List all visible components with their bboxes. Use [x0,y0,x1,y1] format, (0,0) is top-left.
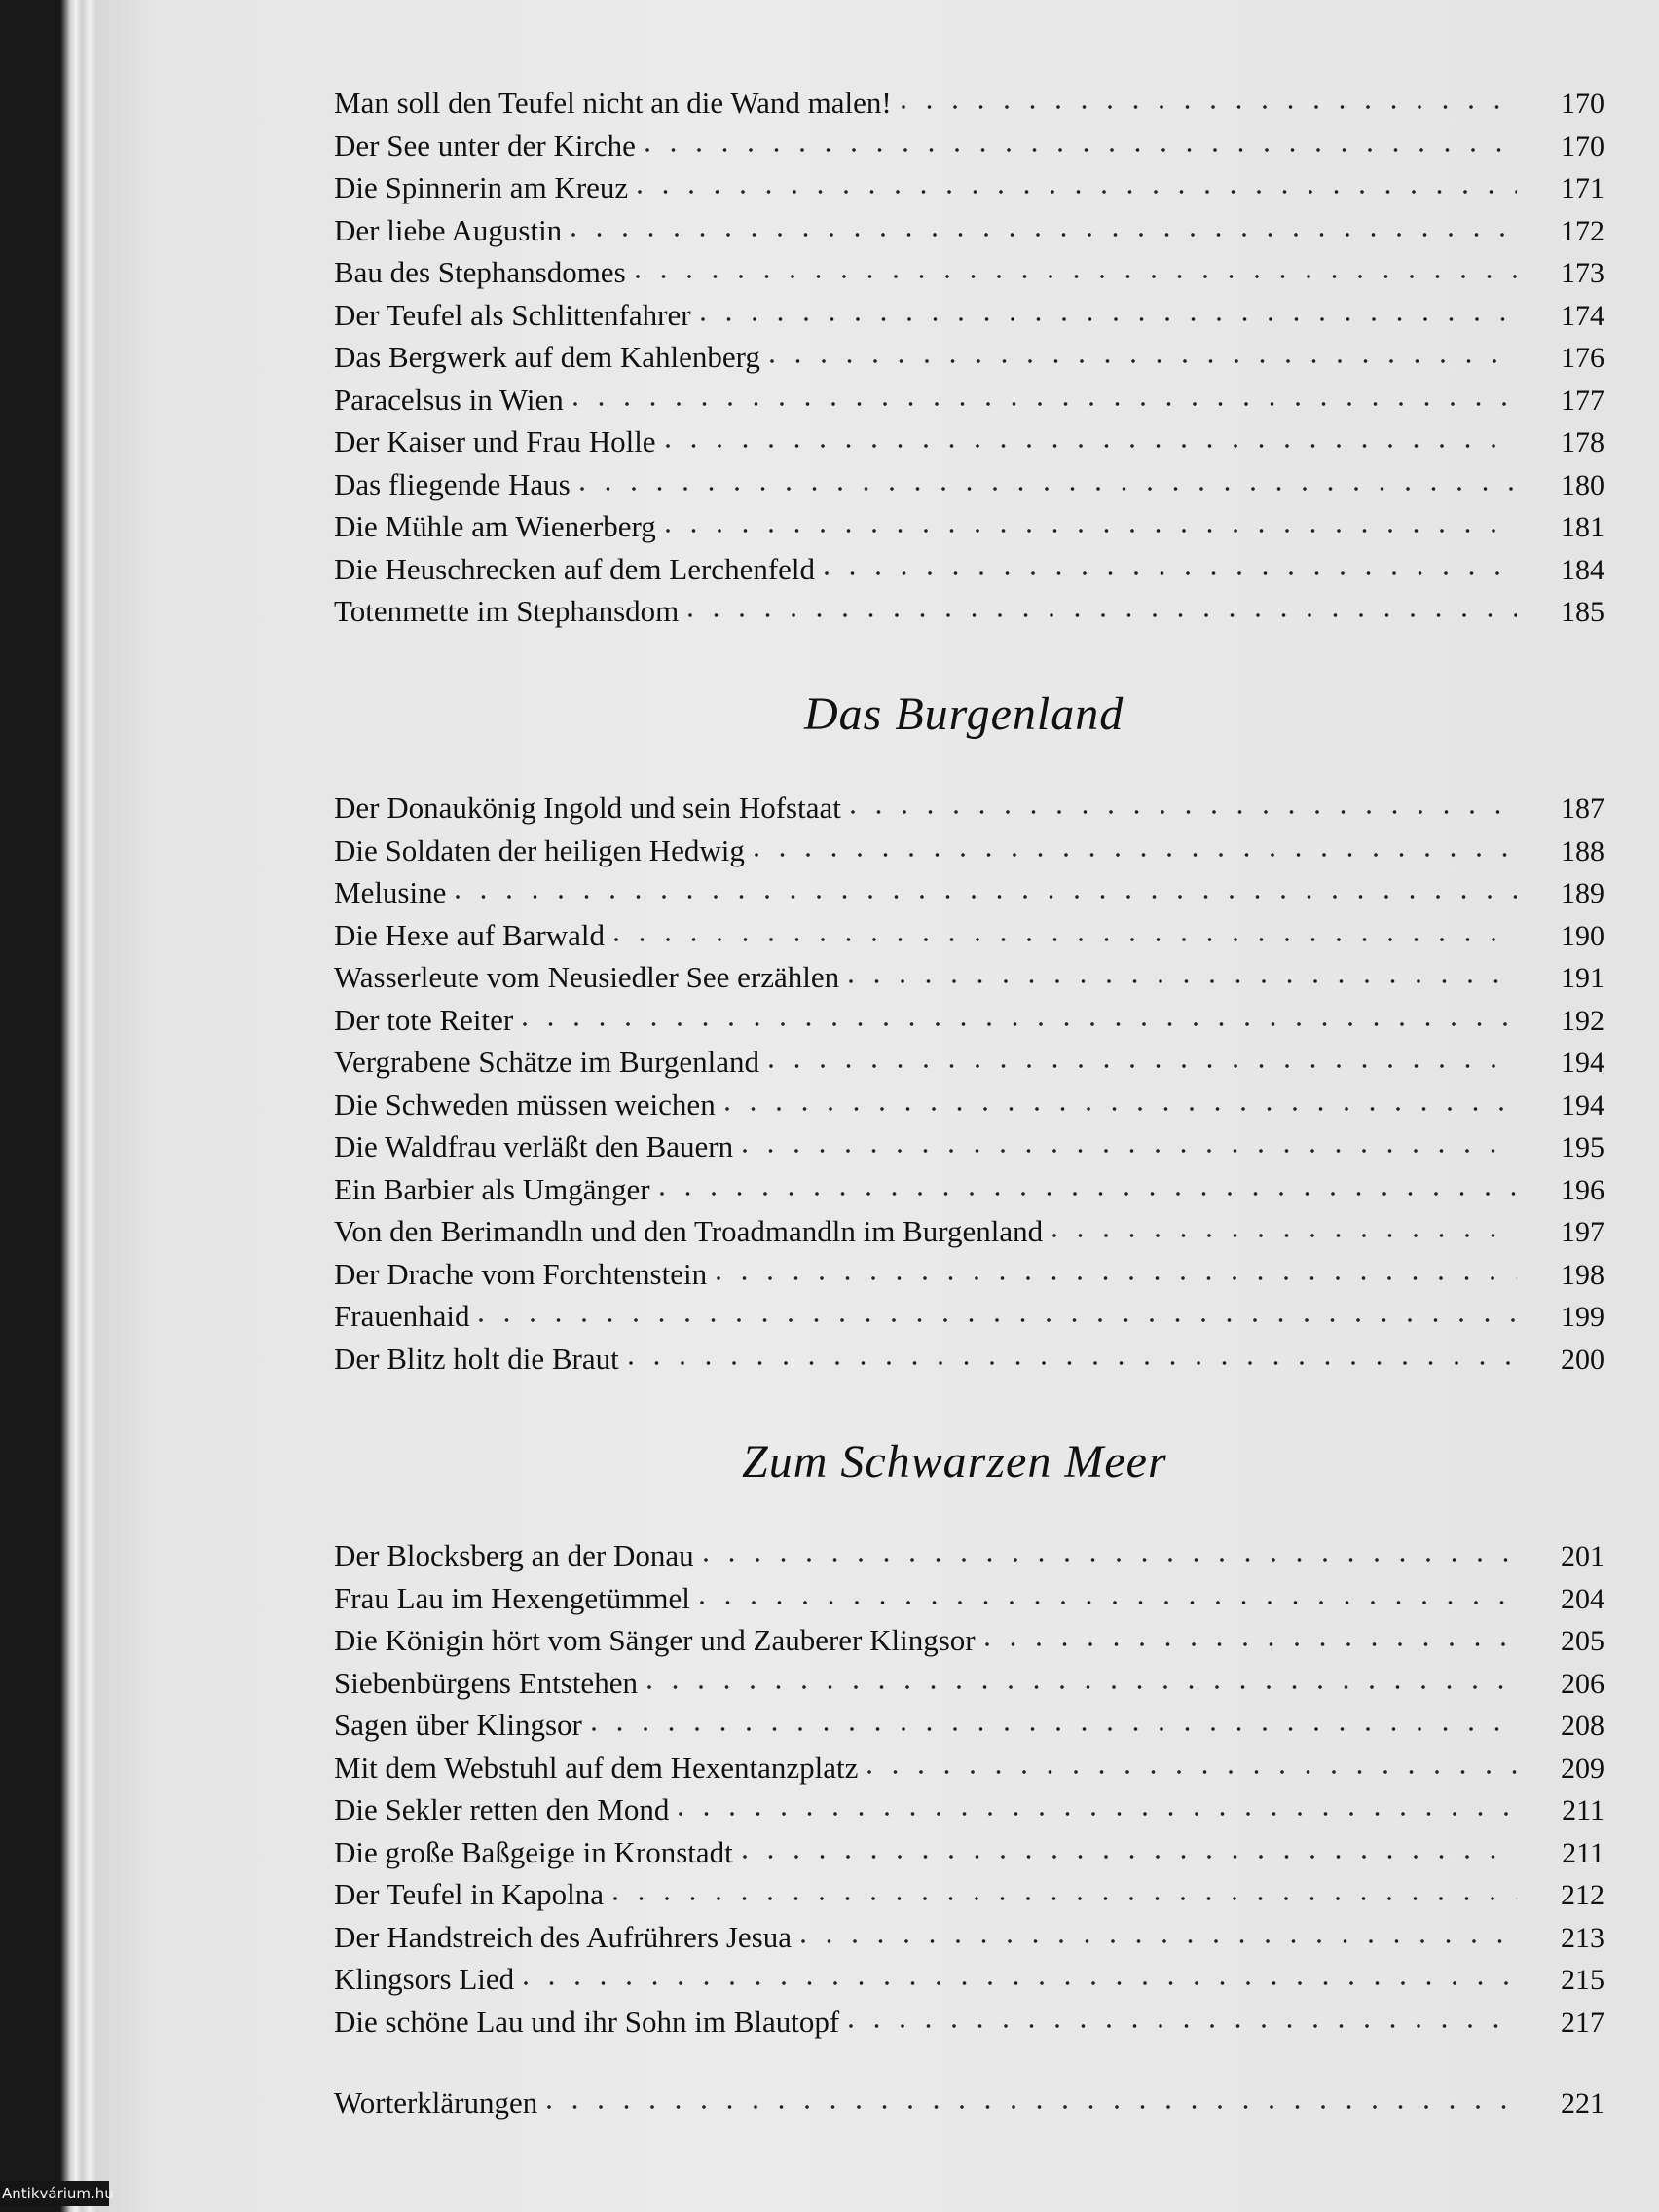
entry-title: Der See unter der Kirche [334,128,636,163]
dot-leader [985,1642,1517,1646]
dot-leader [902,105,1517,109]
entry-page: 198 [1561,1258,1604,1291]
entry-page: 187 [1561,793,1604,825]
entry-title: Klingsors Lied [334,1962,515,1996]
entry-title: Frauenhaid [334,1299,470,1333]
dot-leader [580,487,1517,491]
toc-entry [334,1342,1604,1384]
entry-page: 194 [1561,1047,1604,1079]
dot-leader [679,1812,1517,1816]
section-heading-black-sea: Zum Schwarzen Meer [742,1436,1167,1488]
dot-leader [700,1601,1517,1604]
toc-entry [334,1257,1604,1300]
toc-entry [334,467,1604,510]
dot-leader [666,444,1517,448]
toc-entry [334,1835,1604,1878]
entry-page: 206 [1561,1667,1604,1700]
entry-title: Das Bergwerk auf dem Kahlenberg [334,340,760,374]
entry-title: Die schöne Lau und ihr Sohn im Blautopf [334,2004,840,2039]
toc-entry [334,791,1604,833]
toc-entry [334,1581,1604,1624]
dot-leader [770,359,1517,363]
entry-title: Siebenbürgens Entstehen [334,1665,638,1700]
toc-entry [334,1129,1604,1172]
toc-entry [334,1538,1604,1581]
dot-leader [849,979,1517,983]
toc-entry [334,552,1604,595]
dot-leader [867,1770,1517,1774]
dot-leader [629,1361,1517,1365]
entry-title: Von den Berimandln und den Troadmandln im Burgenland [334,1214,1044,1248]
entry-title: Worterklärungen [334,2085,538,2120]
entry-title: Die Waldfrau verläßt den Bauern [334,1129,734,1163]
toc-section-burgenland [334,791,1604,1383]
dot-leader [638,190,1517,194]
toc-entry [334,1003,1604,1046]
toc-entry [334,129,1604,171]
dot-leader [704,1558,1517,1562]
entry-title: Der Blocksberg an der Donau [334,1538,694,1572]
toc-entry [334,1877,1604,1920]
dot-leader [613,1897,1517,1900]
entry-page: 172 [1561,214,1604,247]
dot-leader [849,2024,1517,2028]
entry-title: Totenmette im Stephansdom [334,594,680,628]
entry-title: Paracelsus in Wien [334,382,564,417]
entry-title: Der Kaiser und Frau Holle [334,424,656,459]
toc-entry [334,1623,1604,1666]
toc-entry [334,1045,1604,1088]
entry-title: Frau Lau im Hexengetümmel [334,1580,690,1615]
dot-leader [645,148,1517,152]
book-page-edges [0,0,97,2212]
entry-page: 204 [1561,1582,1604,1615]
toc-entry [334,86,1604,129]
toc-section-black-sea [334,1538,1604,2046]
dot-leader [523,1022,1517,1026]
entry-page: 176 [1561,342,1604,374]
entry-page: 213 [1561,1921,1604,1954]
dot-leader [725,1107,1517,1111]
entry-page: 177 [1561,384,1604,417]
entry-page: 190 [1561,919,1604,952]
entry-page: 211 [1562,1794,1604,1826]
dot-leader [636,275,1517,278]
entry-title: Die Soldaten der heiligen Hedwig [334,832,745,867]
entry-page: 199 [1561,1301,1604,1333]
dot-leader [743,1855,1517,1859]
entry-page: 170 [1561,88,1604,120]
entry-page: 188 [1561,834,1604,867]
dot-leader [547,2105,1517,2109]
dot-leader [701,317,1517,321]
entry-title: Die Königin hört vom Sänger und Zauberer Klingsor [334,1623,976,1657]
toc-entry [334,2085,1604,2128]
entry-title: Die Mühle am Wienerberg [334,509,656,543]
entry-page: 171 [1561,172,1604,204]
entry-title: Die Schweden müssen weichen [334,1087,716,1122]
entry-title: Bau des Stephansdomes [334,255,626,289]
entry-title: Die Hexe auf Barwald [334,917,606,952]
entry-page: 196 [1561,1173,1604,1206]
toc-entry [334,1792,1604,1835]
entry-title: Melusine [334,875,447,909]
entry-title: Vergrabene Schätze im Burgenland [334,1045,760,1079]
entry-title: Der Teufel als Schlittenfahrer [334,297,691,332]
entry-page: 201 [1561,1540,1604,1572]
entry-page: 191 [1561,962,1604,994]
watermark: Antikvárium.hu [0,2181,109,2206]
toc-entry [334,2005,1604,2047]
entry-title: Der Drache vom Forchtenstein [334,1256,708,1291]
dot-leader [647,1685,1517,1689]
dot-leader [614,938,1517,941]
entry-page: 185 [1561,596,1604,628]
entry-page: 180 [1561,468,1604,501]
entry-page: 208 [1561,1710,1604,1742]
toc-section-glossary [334,2085,1604,2128]
entry-title: Der liebe Augustin [334,212,563,247]
toc-entry [334,918,1604,961]
dot-leader [573,402,1517,406]
entry-title: Der Donaukönig Ingold und sein Hofstaat [334,791,841,825]
entry-title: Sagen über Klingsor [334,1708,582,1742]
entry-page: 184 [1561,553,1604,586]
entry-page: 197 [1561,1216,1604,1248]
entry-page: 189 [1561,877,1604,909]
toc-entry [334,424,1604,467]
dot-leader [524,1981,1517,1985]
dot-leader [592,1727,1517,1731]
dot-leader [851,810,1517,814]
toc-entry [334,213,1604,256]
entry-page: 181 [1561,511,1604,543]
toc-entry [334,1299,1604,1342]
entry-page: 174 [1561,299,1604,332]
entry-title: Mit dem Webstuhl auf dem Hexentanzplatz [334,1750,859,1785]
dot-leader [755,853,1517,857]
dot-leader [571,233,1517,237]
entry-page: 195 [1561,1131,1604,1163]
dot-leader [717,1276,1517,1280]
toc-entry [334,509,1604,552]
dot-leader [456,895,1517,899]
entry-page: 178 [1561,426,1604,459]
toc-entry [334,1751,1604,1793]
entry-title: Die Heuschrecken auf dem Lerchenfeld [334,551,816,586]
entry-title: Der Teufel in Kapolna [334,1877,605,1911]
toc-entry [334,383,1604,425]
toc-entry [334,1214,1604,1257]
toc-entry [334,170,1604,213]
toc-entry [334,1920,1604,1963]
entry-page: 173 [1561,257,1604,289]
toc-entry [334,255,1604,298]
entry-page: 215 [1561,1964,1604,1996]
dot-leader [688,613,1517,617]
toc-entry [334,833,1604,876]
toc-entry [334,594,1604,637]
toc-entry [334,1708,1604,1751]
entry-page: 170 [1561,129,1604,163]
entry-title: Ein Barbier als Umgänger [334,1171,650,1206]
entry-title: Die große Baßgeige in Kronstadt [334,1834,733,1869]
section-heading-burgenland: Das Burgenland [804,688,1124,740]
entry-title: Der tote Reiter [334,1002,514,1037]
entry-page: 211 [1562,1836,1604,1869]
toc-entry [334,875,1604,918]
dot-leader [825,571,1517,575]
toc-entry [334,1088,1604,1130]
dot-leader [769,1064,1517,1068]
entry-title: Der Handstreich des Aufrührers Jesua [334,1919,793,1954]
toc-entry [334,340,1604,383]
toc-section-vienna [334,86,1604,637]
entry-title: Der Blitz holt die Braut [334,1341,619,1376]
dot-leader [666,529,1517,533]
toc-entry [334,1666,1604,1709]
entry-page: 194 [1561,1088,1604,1122]
toc-entry [334,298,1604,341]
entry-title: Das fliegende Haus [334,466,571,501]
entry-page: 217 [1561,2006,1604,2039]
entry-title: Man soll den Teufel nicht an die Wand malen! [334,86,892,120]
entry-page: 200 [1561,1343,1604,1376]
dot-leader [1052,1234,1517,1237]
toc-entry [334,1962,1604,2005]
toc-entry [334,1172,1604,1215]
dot-leader [479,1318,1517,1322]
entry-title: Die Spinnerin am Kreuz [334,170,629,204]
entry-page: 212 [1561,1879,1604,1911]
toc-entry [334,960,1604,1003]
entry-title: Die Sekler retten den Mond [334,1792,670,1826]
entry-page: 209 [1561,1751,1604,1785]
dot-leader [801,1939,1517,1943]
entry-page: 205 [1561,1625,1604,1657]
dot-leader [660,1192,1517,1196]
dot-leader [743,1149,1517,1153]
entry-page: 192 [1561,1004,1604,1037]
entry-title: Wasserleute vom Neusiedler See erzählen [334,960,840,994]
entry-page: 221 [1561,2087,1604,2120]
